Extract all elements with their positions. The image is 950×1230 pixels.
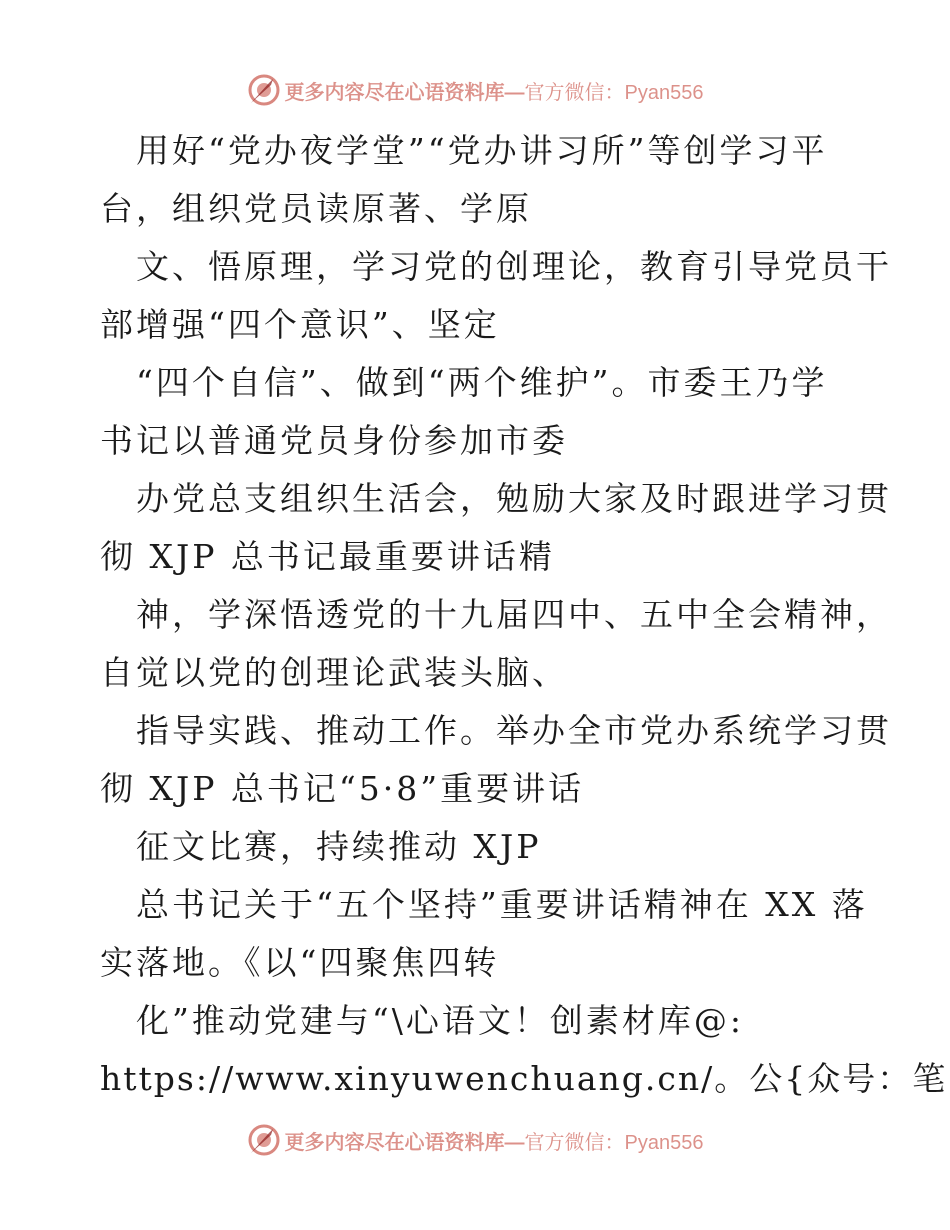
body-line: 神，学深悟透党的十九届四中、五中全会精神，	[136, 595, 892, 634]
body-line: 化”推动党建与“\心语文！创素材库@:	[136, 1001, 744, 1040]
body-line: 实落地。《以“四聚焦四转	[100, 943, 500, 982]
body-line: 彻 XJP 总书记“5·8”重要讲话	[100, 769, 585, 808]
body-line: 用好“党办夜学堂”“党办讲习所”等创学习平	[136, 131, 828, 170]
watermark-text: 更多内容尽在心语资料库—官方微信：Pyan556	[284, 81, 704, 104]
watermark-text: 更多内容尽在心语资料库—官方微信：Pyan556	[284, 1131, 704, 1154]
body-line: 彻 XJP 总书记最重要讲话精	[100, 537, 555, 576]
body-line: 书记以普通党员身份参加市委	[100, 421, 568, 460]
footer-watermark	[0, 1120, 950, 1160]
body-line: 部增强“四个意识”、坚定	[100, 305, 500, 344]
body-line: 台，组织党员读原著、学原	[100, 189, 532, 228]
body-line: 总书记关于“五个坚持”重要讲话精神在 XX 落	[136, 885, 868, 924]
body-line: 征文比赛，持续推动 XJP	[136, 827, 542, 866]
body-line: 指导实践、推动工作。举办全市党办系统学习贯	[136, 711, 892, 750]
body-line: 办党总支组织生活会，勉励大家及时跟进学习贯	[136, 479, 892, 518]
body-line: “四个自信”、做到“两个维护”。市委王乃学	[136, 363, 828, 402]
body-line: 自觉以党的创理论武装头脑、	[100, 653, 568, 692]
header-watermark	[0, 70, 950, 110]
body-line: 文、悟原理，学习党的创理论，教育引导党员干	[136, 247, 892, 286]
body-line-url: https://www.xinyuwenchuang.cn/。公{众号：笔	[100, 1059, 948, 1098]
document-body	[100, 122, 948, 1108]
quill-logo-icon	[247, 73, 281, 107]
quill-logo-icon	[247, 1123, 281, 1157]
